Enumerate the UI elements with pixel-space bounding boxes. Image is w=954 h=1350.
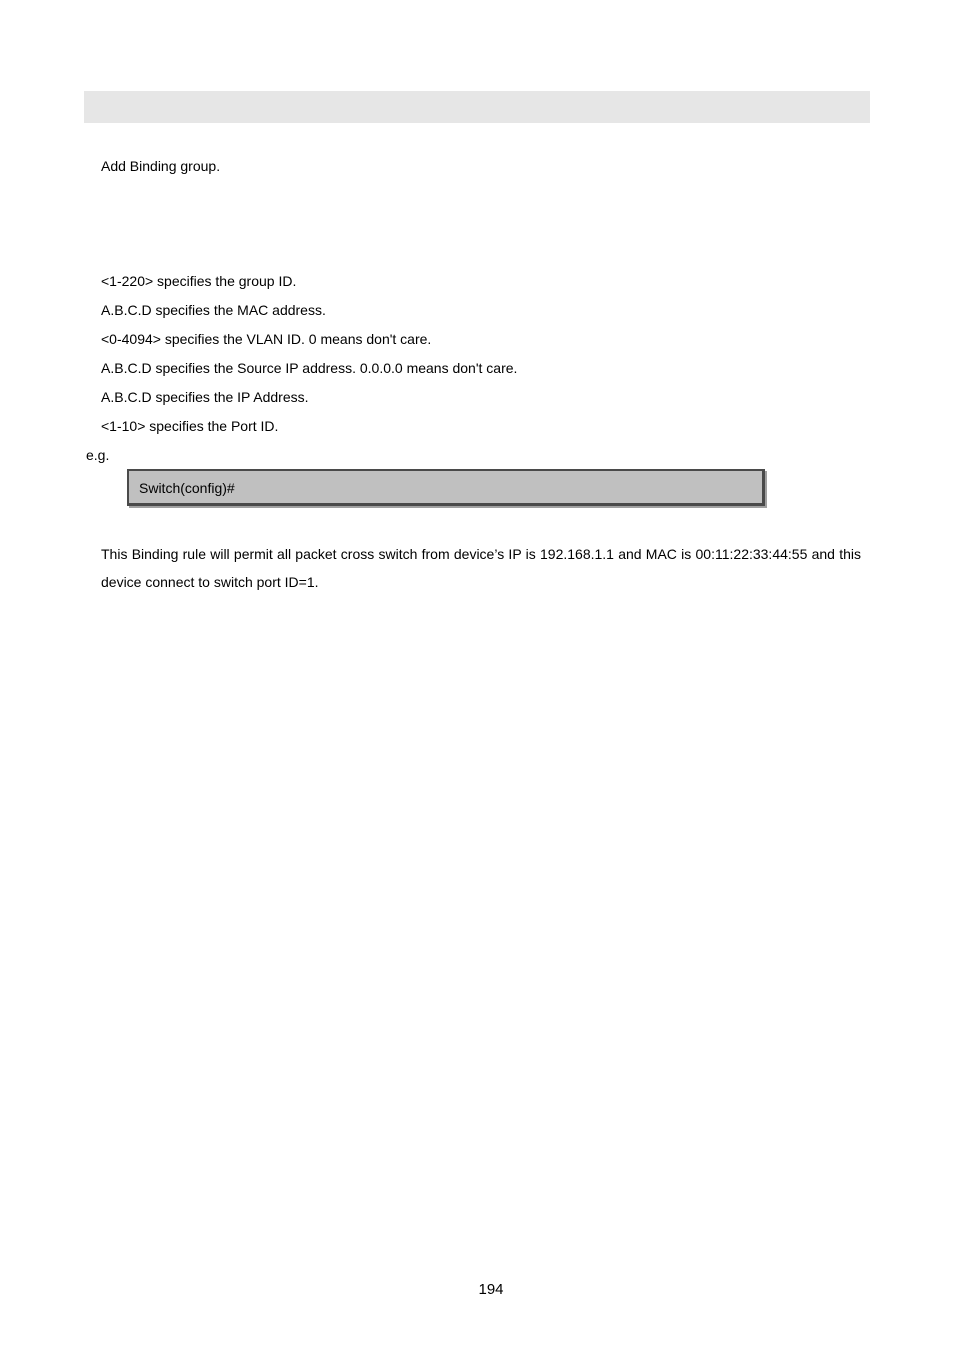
param-port-id: <1-10> specifies the Port ID. — [101, 418, 279, 434]
param-group-id: <1-220> specifies the group ID. — [101, 273, 297, 289]
command-example-box — [127, 469, 765, 506]
example-description: This Binding rule will permit all packet cross switch from device’s IP is 192.168.1.1 and MAC is 00:11:22:33:44:55 and this device connect to switch port ID=1. — [101, 546, 861, 590]
section-header-bar — [84, 91, 870, 123]
command-summary: Add Binding group. — [101, 158, 221, 174]
page-number: 194 — [478, 1281, 504, 1298]
param-source-ip: A.B.C.D specifies the Source IP address. 0.0.0.0 means don't care. — [101, 360, 518, 376]
example-label: e.g. — [86, 447, 110, 463]
param-mac-address: A.B.C.D specifies the MAC address. — [101, 302, 326, 318]
command-example-text: Switch(config)# — [139, 480, 235, 496]
param-ip-address: A.B.C.D specifies the IP Address. — [101, 389, 309, 405]
param-vlan-id: <0-4094> specifies the VLAN ID. 0 means don't care. — [101, 331, 432, 347]
